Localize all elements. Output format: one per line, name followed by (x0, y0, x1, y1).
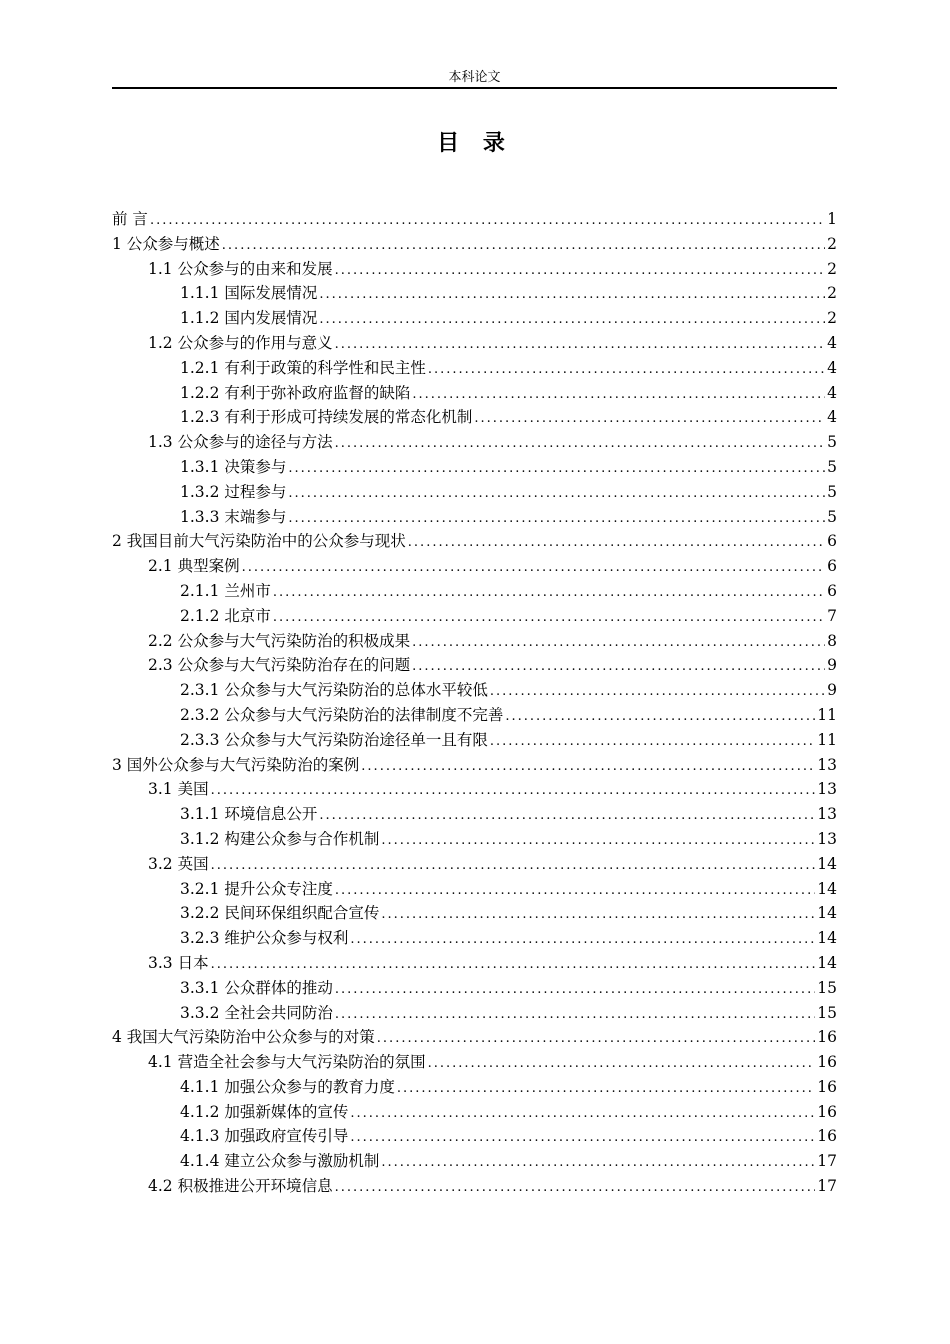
toc-entry-label: 1.3.3 末端参与 (180, 507, 287, 526)
toc-entry-page-number: 13 (817, 829, 837, 848)
toc-entry-page-number: 5 (827, 507, 837, 526)
toc-entry-label: 2.3.3 公众参与大气污染防治途径单一且有限 (180, 730, 488, 749)
toc-entry[interactable] (112, 430, 837, 455)
toc-dot-leader (428, 358, 825, 383)
page-title: 目 录 (437, 131, 513, 156)
toc-entry-label: 2.1 典型案例 (148, 557, 240, 576)
toc-entry[interactable] (112, 579, 837, 604)
toc-entry[interactable] (112, 951, 837, 976)
toc-entry-page-number: 14 (817, 953, 837, 972)
toc-dot-leader (335, 1176, 816, 1201)
toc-entry-page-number: 13 (817, 755, 837, 774)
toc-dot-leader (412, 383, 825, 408)
toc-entry-page-number: 2 (827, 309, 837, 328)
toc-dot-leader (350, 1102, 815, 1127)
toc-entry-label: 3 国外公众参与大气污染防治的案例 (112, 755, 360, 774)
toc-entry[interactable] (112, 827, 837, 852)
header-divider (112, 87, 837, 89)
toc-entry[interactable] (112, 1025, 837, 1050)
toc-entry[interactable] (112, 1050, 837, 1075)
toc-entry[interactable] (112, 455, 837, 480)
toc-entry-page-number: 5 (827, 433, 837, 452)
toc-dot-leader (505, 705, 815, 730)
toc-dot-leader (242, 556, 826, 581)
toc-dot-leader (288, 482, 825, 507)
toc-entry-label: 3.1 美国 (148, 780, 209, 799)
toc-dot-leader (288, 507, 825, 532)
toc-dot-leader (211, 953, 816, 978)
toc-entry[interactable] (112, 1001, 837, 1026)
toc-entry[interactable] (112, 901, 837, 926)
table-of-contents (112, 207, 837, 1199)
toc-entry[interactable] (112, 232, 837, 257)
toc-entry-label: 4.1 营造全社会参与大气污染防治的氛围 (148, 1053, 426, 1072)
toc-entry-label: 1.1.2 国内发展情况 (180, 309, 318, 328)
toc-entry[interactable] (112, 1124, 837, 1149)
toc-entry-label: 1.2 公众参与的作用与意义 (148, 333, 333, 352)
toc-entry-page-number: 17 (817, 1177, 837, 1196)
toc-dot-leader (222, 234, 825, 259)
toc-dot-leader (381, 829, 815, 854)
toc-entry-page-number: 6 (827, 581, 837, 600)
toc-entry-page-number: 4 (827, 358, 837, 377)
toc-entry[interactable] (112, 653, 837, 678)
toc-entry-page-number: 13 (817, 805, 837, 824)
toc-dot-leader (288, 457, 825, 482)
toc-entry[interactable] (112, 1100, 837, 1125)
toc-entry-page-number: 13 (817, 780, 837, 799)
toc-entry[interactable] (112, 877, 837, 902)
toc-entry-page-number: 14 (817, 854, 837, 873)
toc-entry-page-number: 6 (827, 532, 837, 551)
toc-dot-leader (361, 755, 815, 780)
toc-entry[interactable] (112, 753, 837, 778)
toc-dot-leader (397, 1077, 815, 1102)
toc-dot-leader (335, 1003, 815, 1028)
toc-dot-leader (211, 779, 816, 804)
toc-entry-page-number: 14 (817, 929, 837, 948)
toc-entry[interactable] (112, 529, 837, 554)
toc-entry[interactable] (112, 257, 837, 282)
toc-entry-label: 3.1.1 环境信息公开 (180, 805, 318, 824)
toc-entry-page-number: 1 (827, 210, 837, 228)
toc-entry-label: 2.1.1 兰州市 (180, 581, 271, 600)
toc-entry[interactable] (112, 554, 837, 579)
toc-entry-label: 3.1.2 构建公众参与合作机制 (180, 829, 380, 848)
toc-entry[interactable] (112, 281, 837, 306)
toc-entry-page-number: 14 (817, 879, 837, 898)
toc-entry-label: 1.1.1 国际发展情况 (180, 284, 318, 303)
toc-dot-leader (381, 903, 815, 928)
toc-entry-page-number: 15 (817, 978, 837, 997)
toc-entry-label: 1.2.3 有利于形成可持续发展的常态化机制 (180, 408, 473, 427)
toc-entry[interactable] (112, 381, 837, 406)
toc-entry[interactable] (112, 480, 837, 505)
toc-entry[interactable] (112, 306, 837, 331)
toc-entry-page-number: 7 (827, 606, 837, 625)
toc-entry[interactable] (112, 703, 837, 728)
toc-entry-label: 1.3.1 决策参与 (180, 457, 287, 476)
toc-entry-label: 2.3.1 公众参与大气污染防治的总体水平较低 (180, 681, 488, 700)
toc-entry-label: 4.1.1 加强公众参与的教育力度 (180, 1077, 395, 1096)
toc-entry-page-number: 11 (817, 730, 837, 749)
toc-entry[interactable] (112, 207, 837, 232)
toc-dot-leader (211, 854, 816, 879)
toc-entry-page-number: 15 (817, 1003, 837, 1022)
toc-entry-page-number: 16 (817, 1028, 837, 1047)
toc-entry-label: 1.1 公众参与的由来和发展 (148, 259, 333, 278)
toc-entry-label: 2.1.2 北京市 (180, 606, 271, 625)
toc-entry-label: 1.2.1 有利于政策的科学性和民主性 (180, 358, 426, 377)
toc-dot-leader (428, 1052, 816, 1077)
toc-entry-page-number: 16 (817, 1127, 837, 1146)
toc-dot-leader (150, 209, 825, 234)
toc-entry-label: 1 公众参与概述 (112, 234, 220, 253)
toc-entry-page-number: 4 (827, 383, 837, 402)
toc-entry[interactable] (112, 852, 837, 877)
toc-entry-page-number: 8 (827, 631, 837, 650)
toc-dot-leader (335, 259, 826, 284)
toc-entry-label: 2.3 公众参与大气污染防治存在的问题 (148, 656, 411, 675)
toc-dot-leader (490, 680, 825, 705)
toc-entry[interactable] (112, 405, 837, 430)
toc-entry-page-number: 4 (827, 408, 837, 427)
toc-dot-leader (474, 407, 825, 432)
toc-dot-leader (490, 730, 815, 755)
toc-entry-page-number: 2 (827, 234, 837, 253)
toc-entry-label: 3.2 英国 (148, 854, 209, 873)
toc-entry[interactable] (112, 678, 837, 703)
toc-entry-label: 1.3.2 过程参与 (180, 482, 287, 501)
toc-entry-page-number: 2 (827, 259, 837, 278)
toc-entry[interactable] (112, 505, 837, 530)
toc-dot-leader (335, 978, 815, 1003)
toc-entry[interactable] (112, 1149, 837, 1174)
toc-dot-leader (273, 581, 825, 606)
toc-dot-leader (335, 879, 815, 904)
toc-entry-page-number: 11 (817, 705, 837, 724)
toc-entry-label: 前 言 (112, 210, 148, 228)
toc-entry-label: 3.2.2 民间环保组织配合宣传 (180, 904, 380, 923)
toc-entry-label: 3.2.1 提升公众专注度 (180, 879, 333, 898)
toc-entry-page-number: 9 (827, 656, 837, 675)
toc-entry[interactable] (112, 728, 837, 753)
toc-dot-leader (319, 804, 815, 829)
toc-entry-page-number: 5 (827, 457, 837, 476)
toc-entry-label: 4.1.2 加强新媒体的宣传 (180, 1102, 349, 1121)
toc-entry-page-number: 16 (817, 1077, 837, 1096)
toc-entry-label: 2.2 公众参与大气污染防治的积极成果 (148, 631, 411, 650)
toc-entry[interactable] (112, 1075, 837, 1100)
toc-entry-label: 4.1.4 建立公众参与激励机制 (180, 1152, 380, 1171)
toc-entry-label: 1.3 公众参与的途径与方法 (148, 433, 333, 452)
toc-entry-page-number: 17 (817, 1152, 837, 1171)
toc-entry-label: 2 我国目前大气污染防治中的公众参与现状 (112, 532, 406, 551)
toc-entry-label: 1.2.2 有利于弥补政府监督的缺陷 (180, 383, 411, 402)
toc-entry-page-number: 5 (827, 482, 837, 501)
toc-dot-leader (319, 283, 825, 308)
toc-entry-page-number: 16 (817, 1053, 837, 1072)
toc-entry-page-number: 14 (817, 904, 837, 923)
toc-entry-label: 3.3 日本 (148, 953, 209, 972)
toc-dot-leader (273, 606, 825, 631)
toc-dot-leader (335, 333, 826, 358)
toc-entry[interactable] (112, 976, 837, 1001)
toc-entry-label: 4.2 积极推进公开环境信息 (148, 1177, 333, 1196)
toc-dot-leader (377, 1027, 815, 1052)
toc-entry[interactable] (112, 604, 837, 629)
toc-dot-leader (335, 432, 826, 457)
toc-entry-page-number: 4 (827, 333, 837, 352)
toc-dot-leader (412, 631, 825, 656)
toc-entry-page-number: 2 (827, 284, 837, 303)
toc-entry[interactable] (112, 1174, 837, 1199)
toc-dot-leader (408, 531, 825, 556)
toc-dot-leader (381, 1151, 815, 1176)
toc-entry[interactable] (112, 926, 837, 951)
toc-entry[interactable] (112, 629, 837, 654)
toc-dot-leader (412, 655, 825, 680)
toc-entry-page-number: 9 (827, 681, 837, 700)
toc-dot-leader (350, 1126, 815, 1151)
toc-entry-label: 4 我国大气污染防治中公众参与的对策 (112, 1028, 375, 1047)
toc-entry-label: 3.3.1 公众群体的推动 (180, 978, 333, 997)
toc-entry-label: 3.2.3 维护公众参与权利 (180, 929, 349, 948)
toc-dot-leader (350, 928, 815, 953)
toc-entry-page-number: 6 (827, 557, 837, 576)
toc-dot-leader (319, 308, 825, 333)
page-header: 本科论文 (448, 70, 501, 85)
toc-entry[interactable] (112, 802, 837, 827)
toc-entry[interactable] (112, 356, 837, 381)
toc-entry-page-number: 16 (817, 1102, 837, 1121)
toc-entry-label: 2.3.2 公众参与大气污染防治的法律制度不完善 (180, 705, 504, 724)
toc-entry-label: 3.3.2 全社会共同防治 (180, 1003, 333, 1022)
toc-entry-label: 4.1.3 加强政府宣传引导 (180, 1127, 349, 1146)
toc-entry[interactable] (112, 331, 837, 356)
toc-entry[interactable] (112, 777, 837, 802)
